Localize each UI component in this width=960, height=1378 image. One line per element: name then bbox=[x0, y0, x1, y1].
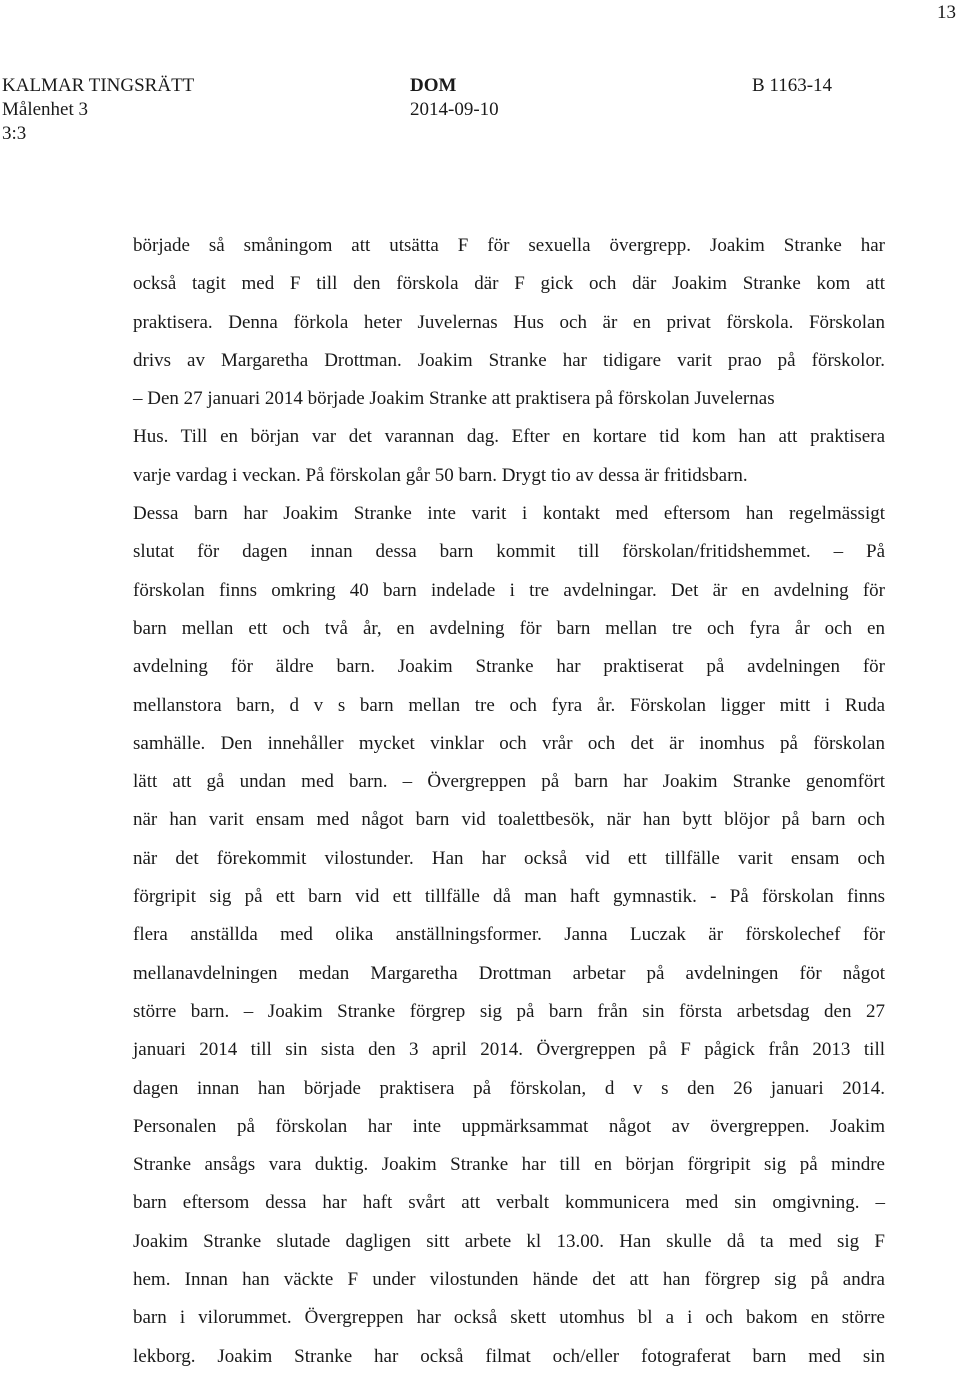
text-line: mellanstora barn, d v s barn mellan tre och fyra år. Förskolan ligger mitt i Ruda bbox=[133, 694, 885, 716]
text-line: lätt att gå undan med barn. – Övergreppen på barn har Joakim Stranke genomfört bbox=[133, 771, 885, 793]
text-line: Joakim Stranke slutade dagligen sitt arbete kl 13.00. Han skulle då ta med sig F bbox=[133, 1230, 885, 1252]
text-line: barn eftersom dessa har haft svårt att verbalt kommunicera med sin omgivning. – bbox=[133, 1192, 885, 1214]
page-number: 13 bbox=[937, 2, 956, 23]
text-line: förgripit sig på ett barn vid ett tillfälle då man haft gymnastik. - På förskolan finns bbox=[133, 886, 885, 908]
text-line: avdelning för äldre barn. Joakim Stranke har praktiserat på avdelningen för bbox=[133, 656, 885, 678]
text-line: hem. Innan han väckte F under vilostunden hände det att han förgrep sig på andra bbox=[133, 1269, 885, 1291]
text-line: Dessa barn har Joakim Stranke inte varit i kontakt med eftersom han regelmässigt bbox=[133, 503, 885, 525]
text-line: Stranke ansågs vara duktig. Joakim Stranke har till en början förgripit sig på mindre bbox=[133, 1154, 885, 1176]
header-center bbox=[410, 74, 499, 122]
text-line: större barn. – Joakim Stranke förgrep sig på barn från sin första arbetsdag den 27 bbox=[133, 1000, 885, 1022]
case-number: B 1163-14 bbox=[752, 75, 833, 96]
text-line: förskolan finns omkring 40 barn indelade i tre avdelningar. Det är en avdelning för bbox=[133, 579, 885, 601]
text-line: barn mellan ett och två år, en avdelning för barn mellan tre och fyra år och en bbox=[133, 617, 885, 639]
text-line: varje vardag i veckan. På förskolan går 50 barn. Drygt tio av dessa är fritidsbarn. bbox=[133, 464, 748, 486]
text-line: mellanavdelningen medan Margaretha Drottman arbetar på avdelningen för något bbox=[133, 962, 885, 984]
text-line: barn i vilorummet. Övergreppen har också skett utomhus bl a i och bakom en större bbox=[133, 1307, 885, 1329]
text-line: januari 2014 till sin sista den 3 april 2014. Övergreppen på F pågick från 2013 till bbox=[133, 1039, 885, 1061]
text-line: slutat för dagen innan dessa barn kommit till förskolan/fritidshemmet. – På bbox=[133, 541, 885, 563]
header-right bbox=[752, 74, 832, 98]
text-line: dagen innan han började praktisera på förskolan, d v s den 26 januari 2014. bbox=[133, 1077, 885, 1099]
text-line: drivs av Margaretha Drottman. Joakim Stranke har tidigare varit prao på förskolor. bbox=[133, 349, 885, 371]
court-name: KALMAR TINGSRÄTT bbox=[2, 75, 195, 96]
text-line: praktisera. Denna förkola heter Juvelernas Hus och är en privat förskola. Förskolan bbox=[133, 311, 885, 333]
text-line: flera anställda med olika anställningsformer. Janna Luczak är förskolechef för bbox=[133, 924, 885, 946]
court-unit: Målenhet 3 bbox=[2, 99, 89, 120]
text-line: Hus. Till en början var det varannan dag. Efter en kortare tid kom han att praktisera bbox=[133, 426, 885, 448]
text-line: Personalen på förskolan har inte uppmärksammat något av övergreppen. Joakim bbox=[133, 1115, 885, 1137]
text-line: började så småningom att utsätta F för sexuella övergrepp. Joakim Stranke har bbox=[133, 235, 885, 256]
document-type: DOM bbox=[410, 75, 457, 96]
text-line: lekborg. Joakim Stranke har också filmat och/eller fotograferat barn med sin bbox=[133, 1345, 885, 1367]
document-date: 2014-09-10 bbox=[410, 99, 499, 120]
text-line: när han varit ensam med något barn vid toalettbesök, när han bytt blöjor på barn och bbox=[133, 809, 885, 831]
body-text bbox=[133, 227, 885, 1376]
text-line: – Den 27 januari 2014 började Joakim Stranke att praktisera på förskolan Juvelernas bbox=[133, 388, 775, 410]
text-line: samhälle. Den innehåller mycket vinklar och vrår och det är inomhus på förskolan bbox=[133, 732, 885, 754]
header-left bbox=[2, 74, 194, 146]
text-line: också tagit med F till den förskola där F gick och där Joakim Stranke kom att bbox=[133, 273, 885, 295]
text-line: när det förekommit vilostunder. Han har också vid ett tillfälle varit ensam och bbox=[133, 847, 885, 869]
court-reference: 3:3 bbox=[2, 123, 27, 144]
